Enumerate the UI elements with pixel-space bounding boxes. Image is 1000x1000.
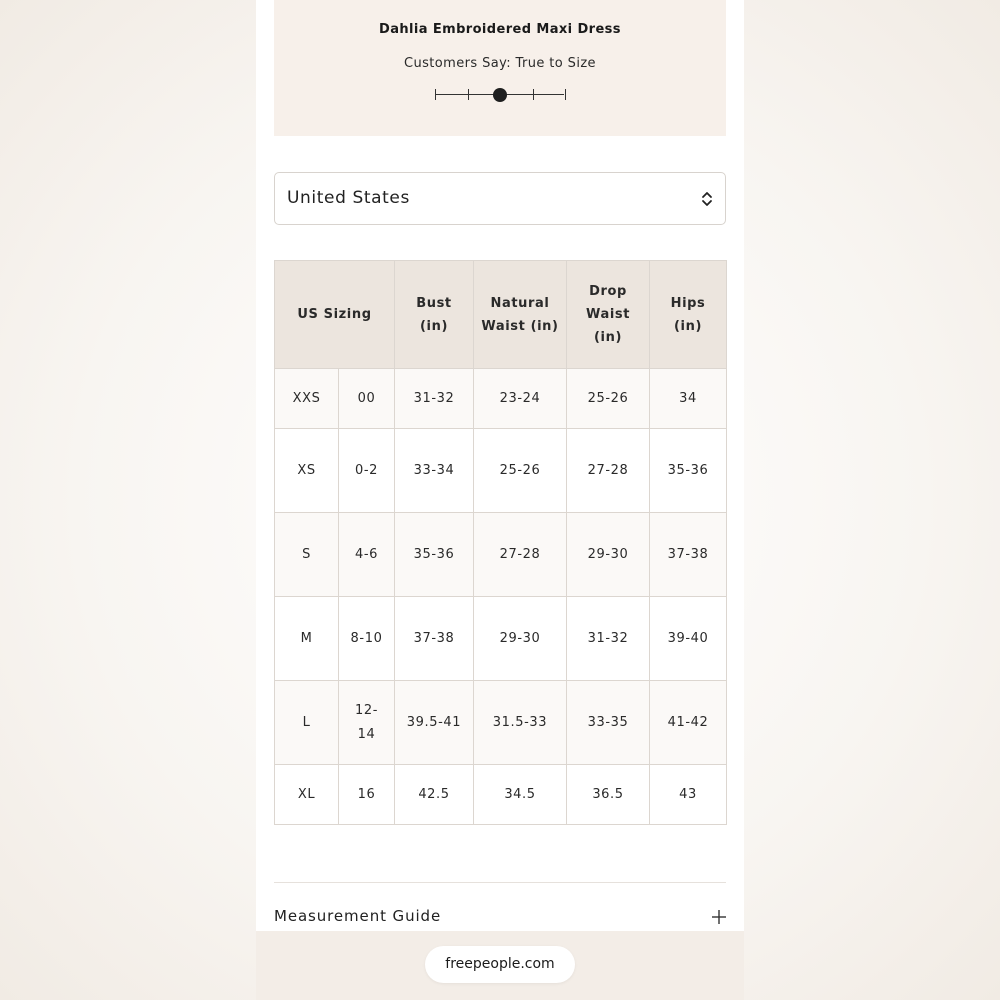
drop-waist-value: 27-28: [567, 429, 650, 513]
table-row: [275, 597, 727, 681]
fit-scale-indicator: [493, 88, 507, 102]
size-number: 8-10: [339, 597, 395, 681]
natural-waist-value: 23-24: [474, 369, 567, 429]
section-divider: [274, 882, 726, 883]
fit-scale-tick: [565, 89, 566, 100]
drop-waist-value: 33-35: [567, 681, 650, 765]
header-natural-waist: Natural Waist (in): [474, 261, 567, 369]
size-number: 00: [339, 369, 395, 429]
measurement-guide-label: Measurement Guide: [274, 907, 442, 925]
table-row: [275, 369, 727, 429]
table-row: [275, 681, 727, 765]
hips-value: 34: [650, 369, 727, 429]
size-label: L: [275, 681, 339, 765]
table-row: [275, 429, 727, 513]
fit-scale-tick: [533, 89, 534, 100]
size-guide-panel: [256, 0, 744, 1000]
size-label: XS: [275, 429, 339, 513]
hips-value: 37-38: [650, 513, 727, 597]
drop-waist-value: 25-26: [567, 369, 650, 429]
natural-waist-value: 25-26: [474, 429, 567, 513]
measurement-guide-toggle[interactable]: [274, 904, 726, 930]
natural-waist-value: 27-28: [474, 513, 567, 597]
drop-waist-value: 36.5: [567, 765, 650, 825]
size-number: 16: [339, 765, 395, 825]
chevron-up-down-icon: [701, 190, 713, 208]
size-label: XL: [275, 765, 339, 825]
fit-scale-tick: [435, 89, 436, 100]
size-label: XXS: [275, 369, 339, 429]
bust-value: 31-32: [395, 369, 474, 429]
size-label: M: [275, 597, 339, 681]
fit-scale-tick: [468, 89, 469, 100]
header-bust: Bust (in): [395, 261, 474, 369]
header-us-sizing: US Sizing: [275, 261, 395, 369]
size-number: 12-14: [339, 681, 395, 765]
bust-value: 39.5-41: [395, 681, 474, 765]
drop-waist-value: 31-32: [567, 597, 650, 681]
natural-waist-value: 31.5-33: [474, 681, 567, 765]
size-number: 0-2: [339, 429, 395, 513]
drop-waist-value: 29-30: [567, 513, 650, 597]
size-chart-header-row: [275, 261, 727, 369]
plus-icon[interactable]: [712, 910, 726, 924]
bust-value: 37-38: [395, 597, 474, 681]
fit-summary-card: [274, 0, 726, 136]
table-row: [275, 513, 727, 597]
header-hips: Hips (in): [650, 261, 727, 369]
natural-waist-value: 34.5: [474, 765, 567, 825]
hips-value: 43: [650, 765, 727, 825]
natural-waist-value: 29-30: [474, 597, 567, 681]
hips-value: 39-40: [650, 597, 727, 681]
bust-value: 33-34: [395, 429, 474, 513]
size-chart-table: [274, 260, 727, 825]
browser-bottom-bar: [256, 931, 744, 1000]
country-select[interactable]: [274, 172, 726, 225]
header-drop-waist: Drop Waist (in): [567, 261, 650, 369]
url-bar[interactable]: freepeople.com: [425, 946, 575, 983]
fit-scale: [434, 86, 566, 104]
country-select-value: United States: [287, 188, 410, 208]
size-number: 4-6: [339, 513, 395, 597]
bust-value: 42.5: [395, 765, 474, 825]
table-row: [275, 765, 727, 825]
hips-value: 35-36: [650, 429, 727, 513]
bust-value: 35-36: [395, 513, 474, 597]
product-title: Dahlia Embroidered Maxi Dress: [379, 22, 621, 37]
size-label: S: [275, 513, 339, 597]
fit-rating-text: Customers Say: True to Size: [404, 56, 596, 71]
hips-value: 41-42: [650, 681, 727, 765]
